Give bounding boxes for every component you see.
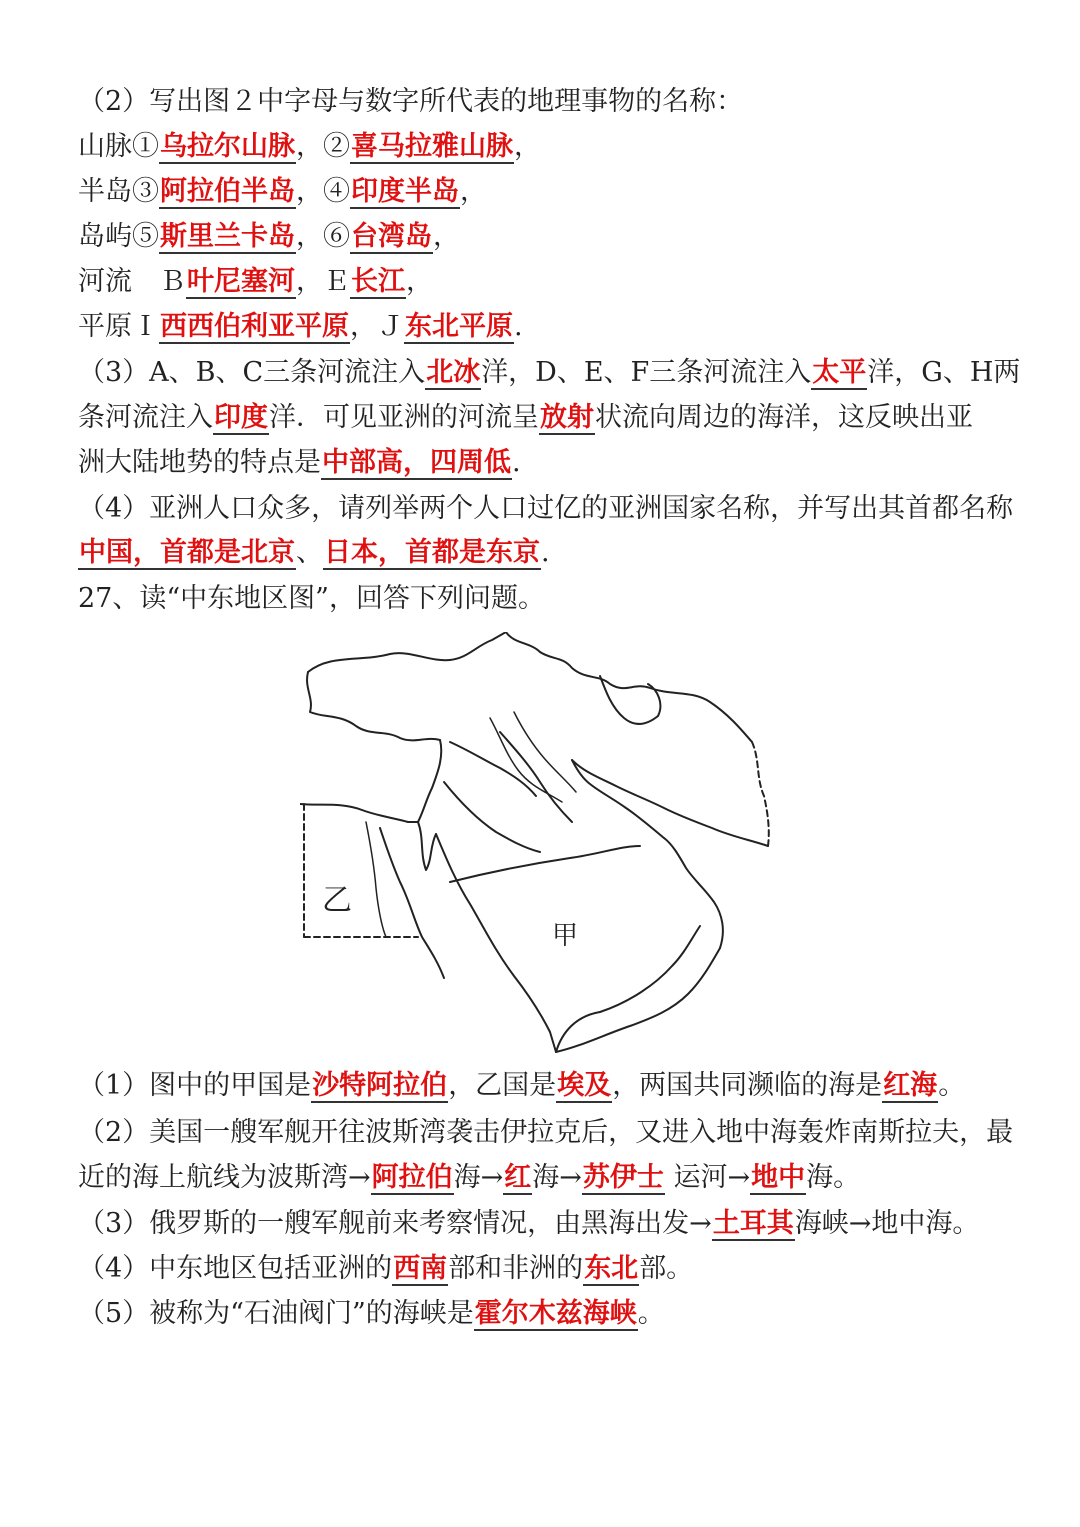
- label: 岛屿⑤: [78, 221, 159, 252]
- text: 部。: [639, 1253, 694, 1284]
- q4-line2: [78, 533, 550, 573]
- answer-red: 红: [504, 1162, 532, 1193]
- map-tigris: [514, 712, 576, 792]
- answer-indian-peninsula: 印度半岛: [351, 176, 459, 207]
- label: ，Ｊ: [350, 311, 404, 342]
- map-syria-border: [450, 742, 536, 796]
- answer-japan: 日本，首都是东京: [324, 537, 540, 568]
- q4-line1: [78, 489, 1013, 529]
- punct: ，: [514, 131, 541, 162]
- text: 条河流注入: [78, 402, 213, 433]
- answer-terrain: 中部高，四周低: [322, 447, 511, 478]
- answer-west-siberian-plain: 西西伯利亚平原: [160, 311, 349, 342]
- answer-sri-lanka: 斯里兰卡岛: [160, 221, 295, 252]
- answer-radial: 放射: [540, 402, 594, 433]
- label: ，④: [296, 176, 350, 207]
- q27-s4: [78, 1249, 693, 1289]
- text: 海→: [532, 1162, 582, 1193]
- q2-intro: [78, 82, 743, 122]
- label: 河流 Ｂ: [78, 266, 186, 297]
- text: （3）俄罗斯的一艘军舰前来考察情况，由黑海出发→: [78, 1208, 712, 1239]
- text: 27、读“中东地区图”，回答下列问题。: [78, 583, 545, 614]
- answer-arctic: 北冰: [426, 357, 481, 388]
- map-label-yi: 乙: [322, 883, 352, 918]
- map-iran-east-border: [752, 742, 769, 846]
- text: 海。: [806, 1162, 861, 1193]
- text: ，两国共同濒临的海是: [612, 1070, 883, 1101]
- q2-islands: [78, 217, 460, 257]
- q3-line1: [78, 353, 1020, 393]
- q2-rivers: [78, 262, 433, 302]
- map-sinai: [418, 822, 436, 870]
- punct: 。: [938, 1070, 966, 1101]
- map-euphrates: [490, 718, 562, 802]
- text: （1）图中的甲国是: [78, 1070, 312, 1101]
- answer-himalaya: 喜马拉雅山脉: [351, 131, 513, 162]
- q2-peninsulas: [78, 172, 487, 212]
- label: ，Ｅ: [296, 266, 350, 297]
- answer-pacific: 太平: [812, 357, 867, 388]
- map-label-jia: 甲: [552, 921, 579, 951]
- answer-mediterranean: 地中: [751, 1162, 806, 1193]
- q2-intro-text: （2）写出图２中字母与数字所代表的地理事物的名称：: [78, 86, 744, 117]
- punct: .: [541, 537, 550, 568]
- text: （5）被称为“石油阀门”的海峡是: [78, 1298, 474, 1329]
- text: （4）亚洲人口众多，请列举两个人口过亿的亚洲国家名称，并写出其首都名称: [78, 493, 1014, 524]
- answer-southwest: 西南: [393, 1253, 448, 1284]
- map-persian-gulf-east: [572, 760, 768, 846]
- answer-ural: 乌拉尔山脉: [160, 131, 295, 162]
- q3-line2: [78, 398, 973, 438]
- label: 山脉①: [78, 131, 159, 162]
- answer-egypt: 埃及: [557, 1070, 612, 1101]
- q27-s3: [78, 1204, 979, 1244]
- answer-red-sea: 红海: [883, 1070, 938, 1101]
- punct: .: [514, 311, 523, 342]
- text: ，乙国是: [448, 1070, 557, 1101]
- q27-s1: [78, 1066, 965, 1106]
- map-north-coast: [307, 672, 440, 740]
- text: 洋．可见亚洲的河流呈: [269, 402, 539, 433]
- punct: .: [512, 447, 521, 478]
- answer-saudi-arabia: 沙特阿拉伯: [312, 1070, 448, 1101]
- answer-northeast-plain: 东北平原: [405, 311, 513, 342]
- answer-arabian-peninsula: 阿拉伯半岛: [160, 176, 295, 207]
- punct: 。: [637, 1298, 665, 1329]
- answer-hormuz: 霍尔木兹海峡: [474, 1298, 637, 1329]
- map-levant-coast: [418, 740, 441, 822]
- map-saudi-north-border: [450, 846, 640, 882]
- map-egypt-coast: [300, 804, 418, 822]
- text: 运河→: [664, 1162, 751, 1193]
- text: 洋，G、H两: [867, 357, 1021, 388]
- answer-china: 中国，首都是北京: [79, 537, 295, 568]
- text: （2）美国一艘军舰开往波斯湾袭击伊拉克后，又进入地中海轰炸南斯拉夫，最: [78, 1117, 1014, 1148]
- label: ，⑥: [296, 221, 350, 252]
- map-arabia-west: [436, 834, 556, 1052]
- q2-plains: [78, 307, 523, 347]
- q3-line3: [78, 443, 521, 483]
- answer-arabian-sea: 阿拉伯: [371, 1162, 453, 1193]
- punct: 、: [296, 537, 323, 568]
- map-oman-coast: [664, 838, 723, 948]
- answer-yenisei: 叶尼塞河: [187, 266, 295, 297]
- text: 部和非洲的: [448, 1253, 584, 1284]
- label: 半岛③: [78, 176, 159, 207]
- q27-s2-line2: [78, 1158, 860, 1198]
- q27-s2-line1: [78, 1113, 1013, 1153]
- text: 状流向周边的海洋，这反映出亚: [595, 402, 973, 433]
- punct: ，: [460, 176, 487, 207]
- answer-indian: 印度: [214, 402, 268, 433]
- map-jordan-border: [444, 782, 540, 852]
- text: 海峡→地中海。: [794, 1208, 980, 1239]
- answer-turkish-straits: 土耳其: [712, 1208, 794, 1239]
- map-turkey-outline: [308, 632, 752, 742]
- answer-yangtze: 长江: [351, 266, 405, 297]
- text: 海→: [453, 1162, 504, 1193]
- punct: ，: [406, 266, 433, 297]
- label: ，②: [296, 131, 350, 162]
- text: 洋，D、E、F三条河流注入: [481, 357, 812, 388]
- text: （3）A、B、C三条河流注入: [78, 357, 426, 388]
- middle-east-map: [300, 632, 775, 1060]
- q27-s5: [78, 1294, 665, 1334]
- punct: ，: [433, 221, 460, 252]
- text: 近的海上航线为波斯湾→: [78, 1162, 371, 1193]
- text: （4）中东地区包括亚洲的: [78, 1253, 393, 1284]
- answer-suez: 苏伊士: [582, 1162, 664, 1193]
- map-red-sea-west: [380, 828, 444, 978]
- map-saudi-south-border: [600, 926, 700, 1012]
- text: 洲大陆地势的特点是: [78, 447, 321, 478]
- answer-taiwan: 台湾岛: [351, 221, 432, 252]
- q2-mountains: [78, 127, 541, 167]
- label: 平原Ｉ: [78, 311, 159, 342]
- q27-title: [78, 579, 545, 619]
- answer-northeast: 东北: [584, 1253, 639, 1284]
- map-arabia-south: [556, 948, 720, 1052]
